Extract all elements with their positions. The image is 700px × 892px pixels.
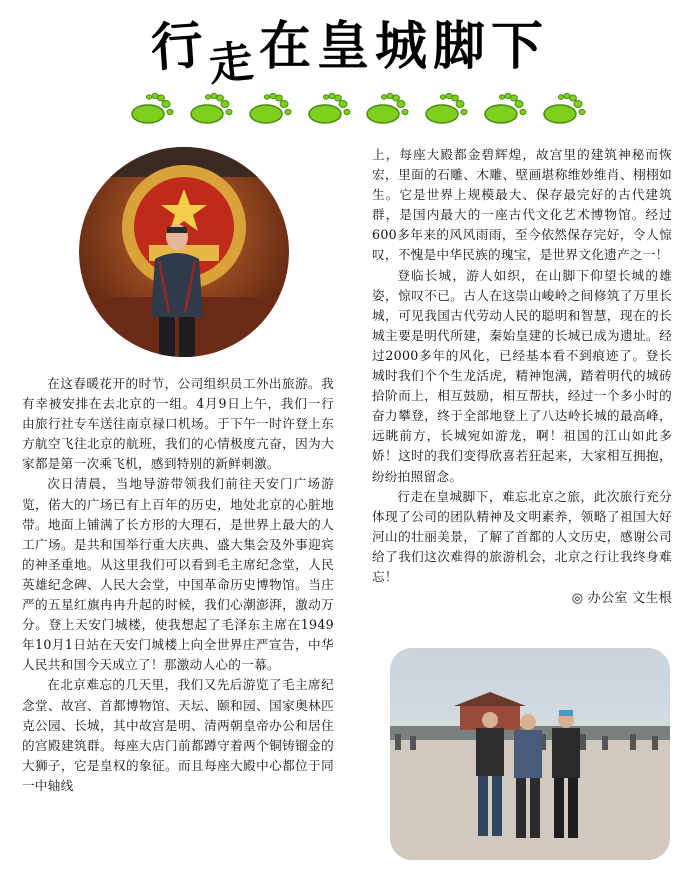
article-paragraph: 行走在皇城脚下，难忘北京之旅，此次旅行充分体现了公司的团队精神及文明素养，领略了祖国大好河山的壮丽美景，了解了首都的人文历史，感谢公司给了我们这次难得的旅游机会，北京之行让我终身难忘！ xyxy=(372,488,672,584)
title-char: 行 xyxy=(148,15,211,79)
green-footprint-icon xyxy=(305,92,353,126)
title-char: 城 xyxy=(375,17,434,77)
green-footprint-icon xyxy=(128,92,176,126)
article-right-column xyxy=(372,145,672,609)
article-paragraph: 次日清晨，当地导游带领我们前往天安门广场游览，偌大的广场已有上百年的历史，地处北京的心脏地带。地面上铺满了长方形的大理石，是世界上最大的人工广场。是共和国举行重大庆典、盛大集会及外事迎宾的神圣重地。从这里我们可以看到毛主席纪念堂，人民英雄纪念碑、人民大会堂，中国革命历史博物馆。当庄严的五星红旗冉冉升起的时候，我们心潮澎湃，激动万分。登上天安门城楼，使我想起了毛泽东主席在1949年10月1日站在天安门城楼上向全世界庄严宣告，中华人民共和国今天成立了！那激动人心的一幕。 xyxy=(22,476,334,673)
title-char: 走 xyxy=(206,35,262,92)
green-footprint-icon xyxy=(363,92,411,126)
title-char: 皇 xyxy=(316,17,375,77)
green-footprint-icon xyxy=(422,92,470,126)
green-footprint-icon xyxy=(187,92,235,126)
article-title xyxy=(0,15,700,92)
footprint-decoration xyxy=(128,92,588,132)
article-paragraph: 在这春暖花开的时节，公司组织员工外出旅游。我有幸被安排在去北京的一组。4月9日上午，我们一行由旅行社专车送往南京禄口机场。于下午一时许登上东方航空飞往北京的航班，我们的心情极度亢奋，因为大家都是第一次乘飞机，感到特别的新鲜刺激。 xyxy=(22,376,334,472)
green-footprint-icon xyxy=(540,92,588,126)
author-signature: ◎ 办公室 文生根 xyxy=(571,591,672,607)
man-in-front-of-national-emblem-photo xyxy=(79,147,289,357)
title-char: 下 xyxy=(491,17,550,77)
article-paragraph: 上，每座大殿都金碧辉煌，故宫里的建筑神秘而恢宏，里面的石雕、木雕、壁画堪称维妙维肖、栩栩如生。它是世界上规模最大、保存最完好的古代建筑群，是国内最大的一座古代文化艺术博物馆。经过600多年来的风风雨雨，至今依然保存完好，令人惊叹，不愧是中华民族的瑰宝，是世界文化遗产之一！ xyxy=(372,147,672,263)
article-left-column xyxy=(22,374,334,796)
article-paragraph: 登临长城，游人如织，在山脚下仰望长城的雄姿，惊叹不已。古人在这崇山峻岭之间修筑了万里长城，可见我国古代劳动人民的聪明和智慧，现在的长城主要是明代所建，秦始皇建的长城已成为遗址。经过2000多年的风化，已经基本看不到痕迹了。登长城时我们个个生龙活虎，精神饱满，踏着明代的城砖拾阶而上，相互鼓励，相互帮扶，经过一个多小时的奋力攀登，终于全部地登上了八达岭长城的最高峰，远眺前方，长城宛如游龙，啊！祖国的江山如此多娇！这时的我们变得欣喜若狂起来，大家相互拥抱，纷纷拍照留念。 xyxy=(372,267,672,484)
green-footprint-icon xyxy=(246,92,294,126)
title-char: 在 xyxy=(258,17,317,77)
article-paragraph: 在北京难忘的几天里，我们又先后游览了毛主席纪念堂、故宫、首都博物馆、天坛、颐和园、国家奥林匹克公园、长城，其中故宫是明、清两朝皇帝办公和居住的宫殿建筑群。每座大店门前都蹲守着两个铜铸镏金的大狮子，它是皇权的象征。而且每座大殿中心都位于同一中轴线 xyxy=(22,677,334,793)
green-footprint-icon xyxy=(481,92,529,126)
three-men-at-tiananmen-square-photo xyxy=(390,648,670,860)
title-char: 脚 xyxy=(433,17,492,77)
